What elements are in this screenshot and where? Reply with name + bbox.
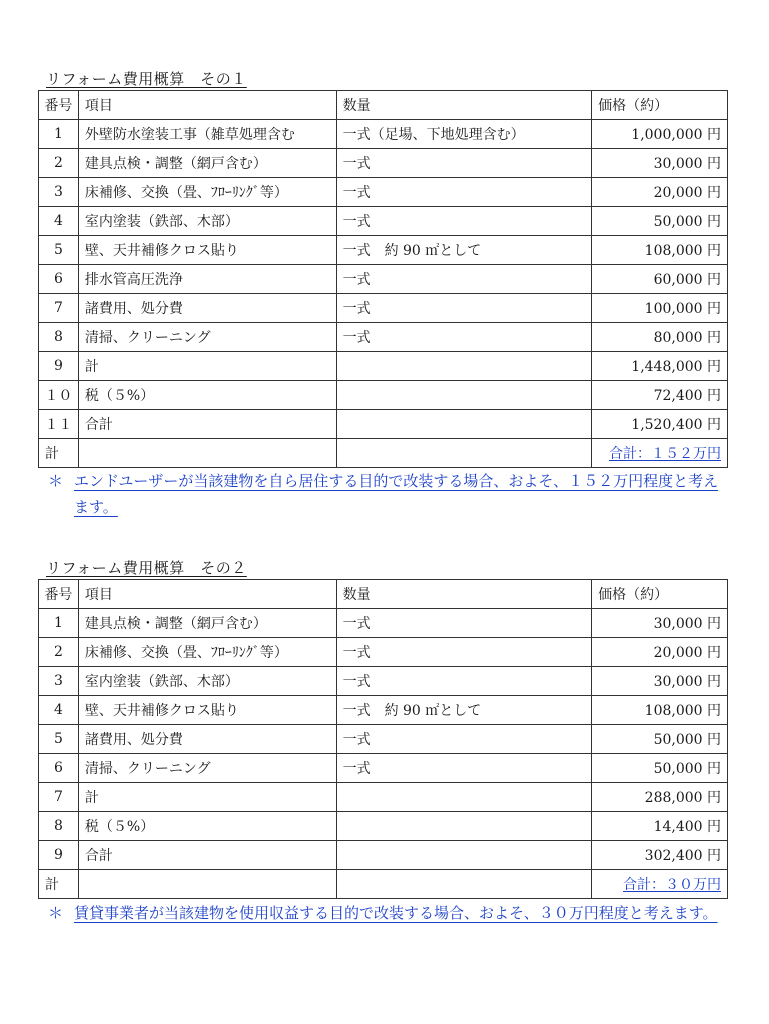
row-price: 108,000 円 (592, 696, 728, 725)
table-row (39, 725, 728, 754)
estimate-table (38, 579, 728, 899)
table-row (39, 236, 728, 265)
footer-empty (78, 439, 336, 468)
row-qty: 一式 (336, 609, 592, 638)
header-price: 価格（約） (592, 91, 728, 120)
row-no: 1 (39, 120, 79, 149)
table-row (39, 149, 728, 178)
row-qty (336, 410, 592, 439)
row-qty: 一式 (336, 638, 592, 667)
table-row (39, 812, 728, 841)
row-price: 1,448,000 円 (592, 352, 728, 381)
estimate-section-2 (38, 557, 728, 899)
table-row (39, 207, 728, 236)
table-row (39, 265, 728, 294)
row-qty (336, 352, 592, 381)
table-row (39, 381, 728, 410)
row-qty (336, 381, 592, 410)
row-item: 排水管高圧洗浄 (78, 265, 336, 294)
section-title: リフォーム費用概算 その２ (46, 559, 247, 577)
row-item: 税（５%） (78, 812, 336, 841)
row-price: 50,000 円 (592, 207, 728, 236)
footer-empty (78, 870, 336, 899)
row-no: 8 (39, 812, 79, 841)
row-no: 3 (39, 178, 79, 207)
row-price: 1,000,000 円 (592, 120, 728, 149)
row-price: 100,000 円 (592, 294, 728, 323)
note-text: エンドユーザーが当該建物を自ら居住する目的で改装する場合、およそ、１５２万円程度と考えます。 (74, 472, 719, 516)
row-no: １１ (39, 410, 79, 439)
row-no: １０ (39, 381, 79, 410)
row-item: 室内塗装（鉄部、木部） (78, 667, 336, 696)
row-item: 壁、天井補修クロス貼り (78, 236, 336, 265)
footer-label: 計 (39, 870, 79, 899)
row-no: 4 (39, 696, 79, 725)
table-row (39, 609, 728, 638)
grand-total: 合計：３０万円 (592, 870, 728, 899)
footer-empty (336, 870, 592, 899)
row-qty: 一式 (336, 265, 592, 294)
row-price: 302,400 円 (592, 841, 728, 870)
row-qty (336, 812, 592, 841)
row-qty: 一式 (336, 725, 592, 754)
row-qty: 一式 約 90 ㎡として (336, 236, 592, 265)
estimate-table (38, 90, 728, 468)
table-row (39, 294, 728, 323)
row-qty: 一式 (336, 667, 592, 696)
table-row (39, 323, 728, 352)
row-item: 建具点検・調整（網戸含む） (78, 149, 336, 178)
row-item: 合計 (78, 841, 336, 870)
row-item: 諸費用、処分費 (78, 294, 336, 323)
row-price: 14,400 円 (592, 812, 728, 841)
row-price: 50,000 円 (592, 754, 728, 783)
row-no: 2 (39, 638, 79, 667)
row-item: 計 (78, 352, 336, 381)
table-footer-row (39, 870, 728, 899)
section-title: リフォーム費用概算 その１ (46, 70, 247, 88)
row-no: 9 (39, 352, 79, 381)
row-qty: 一式 (336, 294, 592, 323)
header-qty: 数量 (336, 580, 592, 609)
row-no: 7 (39, 783, 79, 812)
header-no: 番号 (39, 91, 79, 120)
table-row (39, 410, 728, 439)
table-header-row (39, 91, 728, 120)
row-no: 7 (39, 294, 79, 323)
footer-empty (336, 439, 592, 468)
row-no: 9 (39, 841, 79, 870)
row-item: 室内塗装（鉄部、木部） (78, 207, 336, 236)
row-qty: 一式 (336, 323, 592, 352)
row-qty: 一式 (336, 754, 592, 783)
row-price: 1,520,400 円 (592, 410, 728, 439)
table-row (39, 696, 728, 725)
note-2 (38, 900, 728, 926)
header-item: 項目 (78, 91, 336, 120)
row-no: 6 (39, 754, 79, 783)
row-item: 床補修、交換（畳、ﾌﾛｰﾘﾝｸﾞ等） (78, 178, 336, 207)
row-price: 108,000 円 (592, 236, 728, 265)
row-price: 50,000 円 (592, 725, 728, 754)
row-price: 80,000 円 (592, 323, 728, 352)
table-row (39, 120, 728, 149)
row-item: 清掃、クリーニング (78, 323, 336, 352)
row-qty: 一式 (336, 149, 592, 178)
row-item: 清掃、クリーニング (78, 754, 336, 783)
estimate-section-1 (38, 68, 728, 468)
row-qty: 一式 (336, 178, 592, 207)
row-no: 2 (39, 149, 79, 178)
table-row (39, 754, 728, 783)
note-1 (38, 468, 728, 520)
row-price: 30,000 円 (592, 609, 728, 638)
row-price: 20,000 円 (592, 178, 728, 207)
header-item: 項目 (78, 580, 336, 609)
table-row (39, 841, 728, 870)
row-no: 1 (39, 609, 79, 638)
row-price: 30,000 円 (592, 149, 728, 178)
table-header-row (39, 580, 728, 609)
row-item: 合計 (78, 410, 336, 439)
row-item: 税（５%） (78, 381, 336, 410)
table-row (39, 178, 728, 207)
table-row (39, 783, 728, 812)
row-price: 30,000 円 (592, 667, 728, 696)
row-qty (336, 783, 592, 812)
row-item: 外壁防水塗装工事（雑草処理含む (78, 120, 336, 149)
row-qty: 一式 (336, 207, 592, 236)
footer-label: 計 (39, 439, 79, 468)
row-no: 6 (39, 265, 79, 294)
table-footer-row (39, 439, 728, 468)
row-qty (336, 841, 592, 870)
header-price: 価格（約） (592, 580, 728, 609)
row-item: 計 (78, 783, 336, 812)
table-row (39, 638, 728, 667)
row-no: 3 (39, 667, 79, 696)
asterisk-icon: ＊ (48, 472, 64, 490)
grand-total: 合計：１５２万円 (592, 439, 728, 468)
row-no: 4 (39, 207, 79, 236)
row-item: 床補修、交換（畳、ﾌﾛｰﾘﾝｸﾞ等） (78, 638, 336, 667)
table-row (39, 667, 728, 696)
row-item: 諸費用、処分費 (78, 725, 336, 754)
row-item: 壁、天井補修クロス貼り (78, 696, 336, 725)
asterisk-icon: ＊ (48, 904, 64, 922)
header-no: 番号 (39, 580, 79, 609)
row-no: 8 (39, 323, 79, 352)
row-qty: 一式 約 90 ㎡として (336, 696, 592, 725)
row-price: 20,000 円 (592, 638, 728, 667)
table-row (39, 352, 728, 381)
row-price: 60,000 円 (592, 265, 728, 294)
row-no: 5 (39, 236, 79, 265)
header-qty: 数量 (336, 91, 592, 120)
row-item: 建具点検・調整（網戸含む） (78, 609, 336, 638)
note-text: 賃貸事業者が当該建物を使用収益する目的で改装する場合、およそ、３０万円程度と考えます。 (74, 904, 718, 922)
row-no: 5 (39, 725, 79, 754)
row-qty: 一式（足場、下地処理含む） (336, 120, 592, 149)
row-price: 288,000 円 (592, 783, 728, 812)
row-price: 72,400 円 (592, 381, 728, 410)
